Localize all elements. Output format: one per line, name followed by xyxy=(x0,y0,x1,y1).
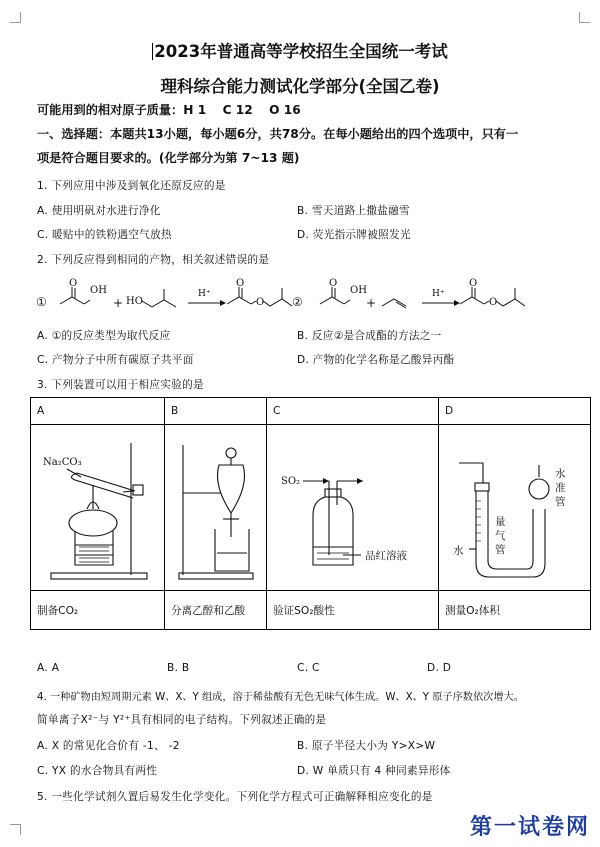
acid-oh-bond-1 xyxy=(84,300,90,304)
apparatus-b-separatory-funnel xyxy=(171,425,266,590)
q4-option-a: A. X 的常见化合价有 -1、 -2 xyxy=(37,740,180,752)
q3-option-c: C. C xyxy=(297,662,320,674)
q2-option-a: A. ①的反应类型为取代反应 xyxy=(37,330,171,342)
eq2-plus: + xyxy=(366,296,377,310)
q3-header-b: B xyxy=(165,398,267,425)
q4-option-d: D. W 单质只有 4 种同素异形体 xyxy=(297,765,451,777)
apparatus-d-gas-burette xyxy=(445,425,590,590)
q3-option-d: D. D xyxy=(427,662,452,674)
exam-title-line1: 2023年普通高等学校招生全国统一考试 xyxy=(154,42,448,61)
q3-stem: 3. 下列装置可以用于相应实验的是 xyxy=(37,379,204,391)
acid-oh-bond-2 xyxy=(344,300,350,304)
q4-option-b: B. 原子半径大小为 Y>X>W xyxy=(297,740,436,752)
q3-apparatus-table xyxy=(30,397,591,630)
eq2-catalyst: H⁺ xyxy=(432,289,445,299)
q3-figure-b xyxy=(165,425,267,591)
q3-figure-d xyxy=(439,425,591,591)
arrow-head-1 xyxy=(220,300,226,306)
eq1-plus: + xyxy=(113,296,124,310)
isopropanol-ho-bond xyxy=(142,301,152,307)
shuizhunguan-label: 水准管 xyxy=(555,468,566,508)
section-intro-line1: 一、选择题：本题共13小题，每小题6分，共78分。在每小题给出的四个选项中，只有一 xyxy=(37,127,519,141)
q3-option-b: B. B xyxy=(167,662,190,674)
pinhong-label: 品红溶液 xyxy=(365,550,407,562)
q3-option-a: A. A xyxy=(37,662,60,674)
ester-isopropyl-2 xyxy=(496,299,525,306)
q1-stem: 1. 下列应用中涉及到氧化还原反应的是 xyxy=(37,180,226,192)
ester-isopropyl-1 xyxy=(263,299,292,306)
section-intro-line2: 项是符合题目要求的。(化学部分为第 7~13 题) xyxy=(37,151,300,165)
eq2-o-label: O xyxy=(329,278,338,289)
q3-figure-a xyxy=(31,425,165,591)
q1-option-c: C. 暖贴中的铁粉遇空气放热 xyxy=(37,229,172,241)
eq1-oh-label: OH xyxy=(90,285,107,296)
exam-title-line2: 理科综合能力测试化学部分(全国乙卷) xyxy=(160,77,440,96)
liangqiguan-label: 量气管 xyxy=(495,516,506,556)
q4-option-c: C. YX 的水合物具有两性 xyxy=(37,765,158,777)
q3-figure-c xyxy=(267,425,439,591)
q2-option-d: D. 产物的化学名称是乙酸异丙酯 xyxy=(297,354,455,366)
q3-header-a: A xyxy=(31,398,165,425)
eq2-oh-label: OH xyxy=(350,285,367,296)
q3-header-c: C xyxy=(267,398,439,425)
ester-skeleton-1 xyxy=(227,297,251,304)
q3-caption-b: 分离乙醇和乙酸 xyxy=(165,591,267,630)
q4-stem-line1: 4. 一种矿物由短周期元素 W、X、Y 组成，溶于稀盐酸有无色无味气体生成。W、X、Y 原子序数依次增大。 xyxy=(37,692,524,703)
prod2-ester-o-label: O xyxy=(489,297,498,308)
arrow-head-2 xyxy=(454,300,460,306)
q1-option-d: D. 荧光指示牌被照发光 xyxy=(297,229,411,241)
q3-caption-a: 制备CO₂ xyxy=(31,591,165,630)
q2-option-c: C. 产物分子中所有碳原子共平面 xyxy=(37,354,194,366)
q2-option-b: B. 反应②是合成酯的方法之一 xyxy=(297,330,442,342)
acetic-acid-skeleton-1 xyxy=(60,297,84,304)
propene-skeleton xyxy=(382,299,406,306)
eq2-number: ② xyxy=(292,295,303,309)
eq1-number: ① xyxy=(36,295,47,309)
q3-caption-d: 测量O₂体积 xyxy=(439,591,591,630)
so2-label: SO₂ xyxy=(281,476,301,487)
eq1-ho-label: HO xyxy=(126,296,143,307)
acetic-acid-skeleton-2 xyxy=(320,297,344,304)
prod1-o-label: O xyxy=(236,278,245,289)
q2-reaction-equations xyxy=(30,276,570,324)
apparatus-c-gas-bottle xyxy=(273,425,438,590)
water-label: 水 xyxy=(453,545,464,557)
q1-option-a: A. 使用明矾对水进行净化 xyxy=(37,205,161,217)
q1-option-b: B. 雪天道路上撒盐融雪 xyxy=(297,205,410,217)
crop-mark-bottom-left xyxy=(10,824,21,835)
q2-stem: 2. 下列反应得到相同的产物，相关叙述错误的是 xyxy=(37,254,270,266)
crop-mark-top-left xyxy=(10,12,21,23)
atomic-mass-line: 可能用到的相对原子质量：H 1 C 12 O 16 xyxy=(37,103,301,117)
site-watermark: 第一试卷网 xyxy=(469,815,590,840)
apparatus-a-heating-tube xyxy=(37,425,164,590)
q4-stem-line2: 简单离子X²⁻与 Y²⁺具有相同的电子结构。下列叙述正确的是 xyxy=(37,714,327,726)
q5-stem: 5. 一些化学试剂久置后易发生化学变化。下列化学方程式可正确解释相应变化的是 xyxy=(37,791,433,803)
na2co3-label: Na₂CO₃ xyxy=(43,457,82,468)
q3-header-d: D xyxy=(439,398,591,425)
prod1-ester-o-label: O xyxy=(256,297,265,308)
crop-mark-top-right xyxy=(579,12,590,23)
eq1-catalyst: H⁺ xyxy=(198,289,211,299)
isopropanol-skeleton xyxy=(152,300,176,307)
eq1-o-label: O xyxy=(69,278,78,289)
ester-skeleton-2 xyxy=(460,297,484,304)
q3-caption-c: 验证SO₂酸性 xyxy=(267,591,439,630)
prod2-o-label: O xyxy=(469,278,478,289)
